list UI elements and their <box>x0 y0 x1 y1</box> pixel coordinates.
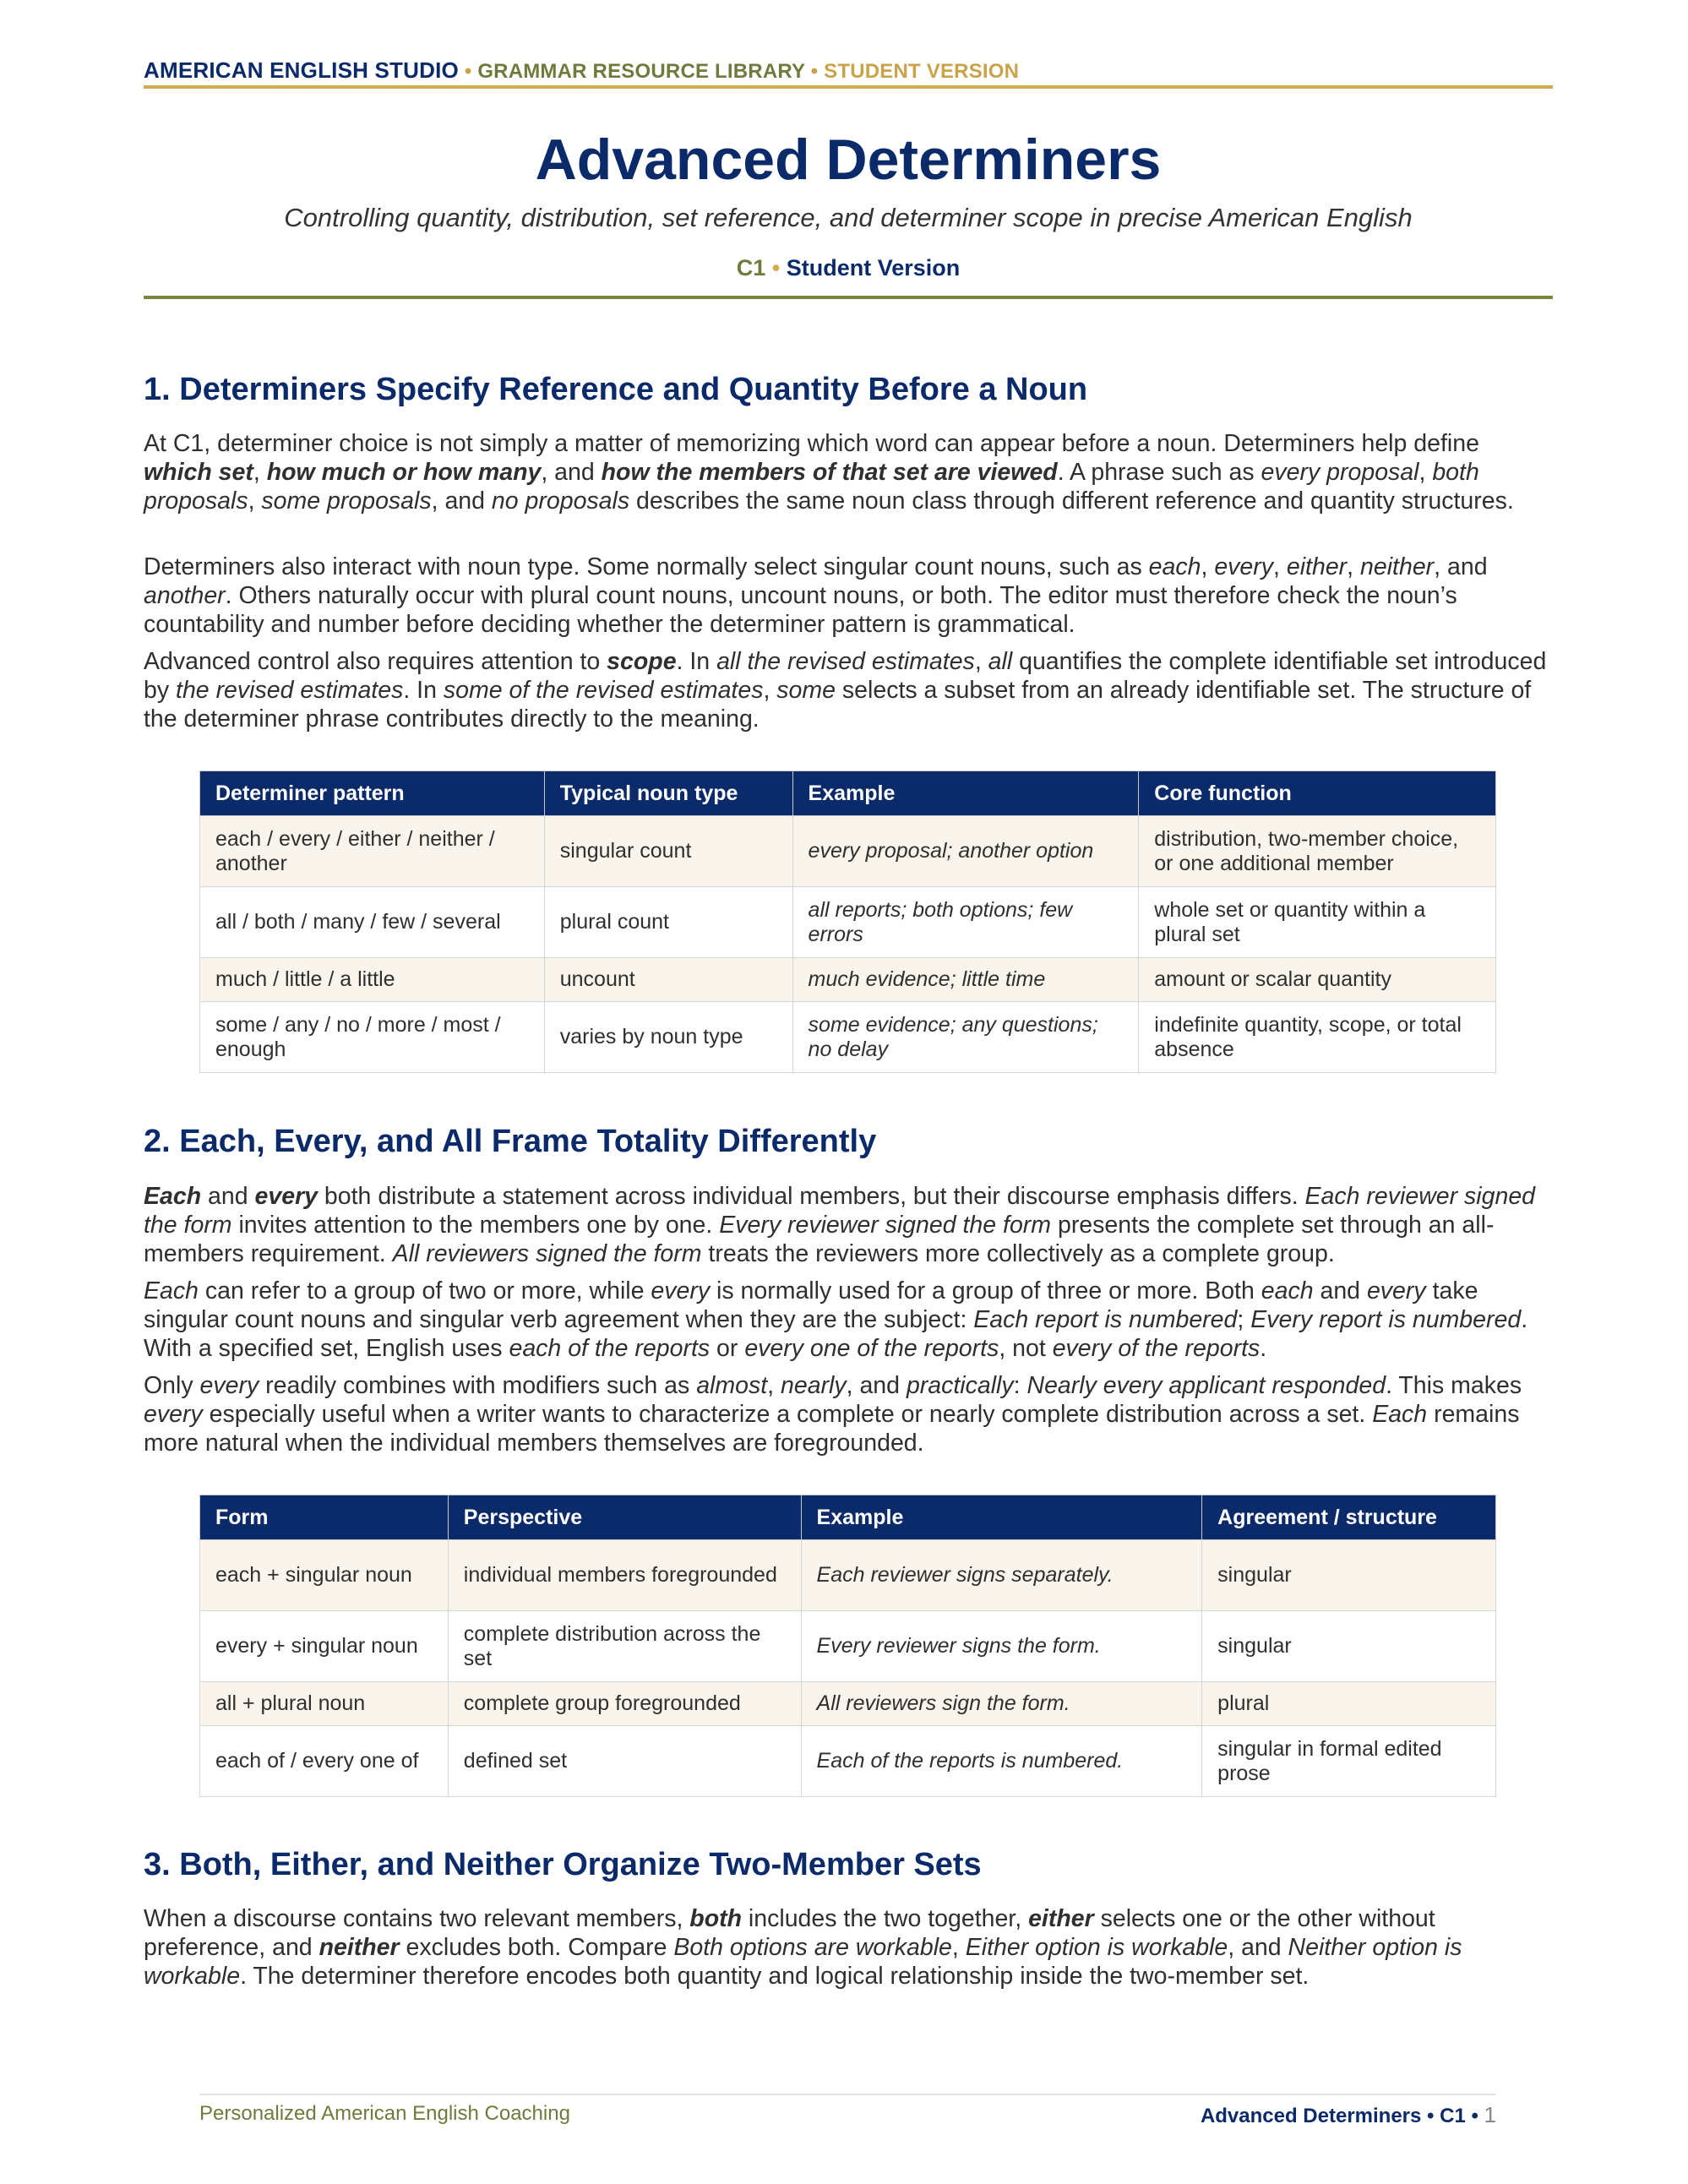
example-phrase: all the revised estimates <box>716 648 975 675</box>
example-phrase: every <box>199 1372 259 1399</box>
text-run: , and <box>1434 553 1488 580</box>
table-cell: each + singular noun <box>200 1540 449 1611</box>
totality-forms-table <box>199 1495 1496 1797</box>
text-run: excludes both. Compare <box>399 1934 674 1961</box>
example-phrase: neither <box>1360 553 1435 580</box>
example-phrase: Each <box>144 1277 199 1304</box>
table-cell: singular <box>1202 1540 1496 1611</box>
text-run: invites attention to the members one by one. <box>231 1212 720 1239</box>
text-run: treats the reviewers more collectively as a complete group. <box>701 1240 1335 1267</box>
table-cell: each / every / either / neither / another <box>200 816 545 887</box>
example-phrase: Each report is numbered <box>973 1306 1238 1333</box>
text-run: , <box>248 487 262 515</box>
example-phrase: every <box>1214 553 1274 580</box>
table-row <box>200 816 1496 887</box>
section-heading: 1. Determiners Specify Reference and Quantity Before a Noun <box>144 372 1088 407</box>
page-title: Advanced Determiners <box>535 128 1162 192</box>
text-run: : <box>1013 1372 1027 1399</box>
text-run: take singular count nouns and singular verb agreement when they are the subject: <box>144 1277 1478 1333</box>
column-header: Perspective <box>448 1495 801 1540</box>
table-header-row <box>200 771 1496 816</box>
table-cell: singular in formal edited prose <box>1202 1726 1496 1797</box>
text-run: . This makes <box>1386 1372 1522 1399</box>
example-phrase: Each reviewer signed the form <box>144 1183 1536 1239</box>
emphasis-term: neither <box>319 1934 400 1961</box>
column-header: Agreement / structure <box>1202 1495 1496 1540</box>
example-phrase: no proposals <box>491 487 630 515</box>
text-run: presents the complete set through an all-members requirement. <box>144 1212 1495 1267</box>
column-header: Typical noun type <box>544 771 792 816</box>
text-run: . A phrase such as <box>1057 459 1261 486</box>
page-number: 1 <box>1484 2102 1496 2127</box>
text-run: , <box>1201 553 1215 580</box>
text-run: describes the same noun class through different reference and quantity structures. <box>629 487 1514 515</box>
example-phrase: the revised estimates <box>176 677 404 704</box>
example-phrase: Neither option is workable <box>144 1934 1462 1990</box>
example-phrase: another <box>144 582 226 609</box>
header-separator: • <box>464 60 472 83</box>
text-run: . In <box>676 648 717 675</box>
text-run: Determiners also interact with noun type. Some normally select singular count nouns, such as <box>144 553 1149 580</box>
table-row <box>200 1726 1496 1797</box>
version-label: STUDENT VERSION <box>824 60 1020 83</box>
header-separator: • <box>810 60 819 83</box>
table-cell: each of / every one of <box>200 1726 449 1797</box>
example-phrase: every proposal <box>1261 459 1419 486</box>
table-row <box>200 1682 1496 1726</box>
emphasis-term: how the members of that set are viewed <box>601 459 1058 486</box>
text-run: selects one or the other without preference, and <box>144 1905 1435 1961</box>
table-cell: all reports; both options; few errors <box>792 887 1139 958</box>
paragraph <box>144 1277 1553 1363</box>
example-phrase: Each <box>1372 1401 1428 1428</box>
brand-name: AMERICAN ENGLISH STUDIO <box>144 57 459 83</box>
table-row <box>200 1611 1496 1682</box>
example-phrase: some of the revised estimates <box>443 677 764 704</box>
level-separator: • <box>771 255 781 280</box>
table-cell: Every reviewer signs the form. <box>801 1611 1202 1682</box>
example-phrase: some proposals <box>261 487 432 515</box>
text-run: , <box>1418 459 1433 486</box>
column-header: Form <box>200 1495 449 1540</box>
text-run: and <box>201 1183 255 1210</box>
example-phrase: Nearly every applicant responded <box>1026 1372 1386 1399</box>
table-cell: individual members foregrounded <box>448 1540 801 1611</box>
text-run: . In <box>403 677 444 704</box>
table-header-row <box>200 1495 1496 1540</box>
emphasis-term: both <box>689 1905 743 1932</box>
example-phrase: both proposals <box>144 459 1479 515</box>
emphasis-term: which set <box>144 459 253 486</box>
table-cell: much evidence; little time <box>792 958 1139 1002</box>
table-cell: complete distribution across the set <box>448 1611 801 1682</box>
text-run: especially useful when a writer wants to characterize a complete or nearly complete distribution across a set. <box>202 1401 1373 1428</box>
example-phrase: practically <box>906 1372 1014 1399</box>
example-phrase: each of the reports <box>509 1335 711 1362</box>
text-run: , <box>1347 553 1361 580</box>
text-run: At C1, determiner choice is not simply a matter of memorizing which word can appear before a noun. Determiners help define <box>144 430 1479 457</box>
example-phrase: Both options are workable <box>673 1934 952 1961</box>
example-phrase: every <box>1366 1277 1426 1304</box>
table-cell: some evidence; any questions; no delay <box>792 1002 1139 1073</box>
column-header: Example <box>801 1495 1202 1540</box>
text-run: and <box>1313 1277 1367 1304</box>
example-phrase: every <box>651 1277 711 1304</box>
text-run: selects a subset from an already identifiable set. The structure of the determiner phrase contributes directly to the meaning. <box>144 677 1532 733</box>
level-line <box>144 255 1553 281</box>
emphasis-term: how much or how many <box>266 459 542 486</box>
paragraph <box>144 647 1553 733</box>
table-cell: some / any / no / more / most / enough <box>200 1002 545 1073</box>
text-run: . Others naturally occur with plural count nouns, uncount nouns, or both. The editor must therefore check the noun’s countability and number before deciding whether the determiner pattern is grammatical. <box>144 582 1457 638</box>
title-rule <box>144 296 1553 299</box>
example-phrase: almost <box>696 1372 768 1399</box>
table-cell: uncount <box>544 958 792 1002</box>
text-run: , <box>1273 553 1287 580</box>
text-run: . With a specified set, English uses <box>144 1306 1528 1362</box>
text-run: remains more natural when the individual members themselves are foregrounded. <box>144 1401 1520 1457</box>
footer-doc-label: Advanced Determiners • C1 • <box>1200 2105 1478 2127</box>
example-phrase: All reviewers signed the form <box>392 1240 702 1267</box>
table-cell: plural <box>1202 1682 1496 1726</box>
text-run: both distribute a statement across individual members, but their discourse emphasis differs. <box>318 1183 1305 1210</box>
library-name: GRAMMAR RESOURCE LIBRARY <box>477 60 805 83</box>
example-phrase: each <box>1261 1277 1314 1304</box>
table-cell: all / both / many / few / several <box>200 887 545 958</box>
table-cell: defined set <box>448 1726 801 1797</box>
text-run: . The determiner therefore encodes both quantity and logical relationship inside the two-member set. <box>240 1963 1310 1990</box>
table-cell: every proposal; another option <box>792 816 1139 887</box>
text-run: When a discourse contains two relevant members, <box>144 1905 690 1932</box>
text-run: , <box>974 648 988 675</box>
footer-left: Personalized American English Coaching <box>199 2102 570 2125</box>
table-cell: indefinite quantity, scope, or total absence <box>1139 1002 1496 1073</box>
text-run: , and <box>541 459 602 486</box>
text-run: , not <box>999 1335 1053 1362</box>
paragraph <box>144 429 1553 515</box>
footer-right <box>1201 2102 1496 2128</box>
column-header: Determiner pattern <box>200 771 545 816</box>
table-cell: Each of the reports is numbered. <box>801 1726 1202 1797</box>
table-cell: varies by noun type <box>544 1002 792 1073</box>
table-row <box>200 958 1496 1002</box>
example-phrase: each <box>1148 553 1201 580</box>
page-subtitle: Controlling quantity, distribution, set reference, and determiner scope in precise American English <box>284 203 1413 232</box>
example-phrase: all <box>988 648 1013 675</box>
table-cell: much / little / a little <box>200 958 545 1002</box>
paragraph <box>144 1182 1553 1268</box>
table-cell: singular count <box>544 816 792 887</box>
text-run: Only <box>144 1372 200 1399</box>
table-cell: whole set or quantity within a plural set <box>1139 887 1496 958</box>
section-heading: 3. Both, Either, and Neither Organize Two-Member Sets <box>144 1847 982 1882</box>
header-rule <box>144 85 1553 89</box>
text-run: , <box>951 1934 966 1961</box>
section-heading: 2. Each, Every, and All Frame Totality Differently <box>144 1124 877 1159</box>
emphasis-term: every <box>254 1183 319 1210</box>
table-row <box>200 887 1496 958</box>
table-cell: every + singular noun <box>200 1611 449 1682</box>
table-cell: amount or scalar quantity <box>1139 958 1496 1002</box>
text-run: readily combines with modifiers such as <box>259 1372 697 1399</box>
text-run: Advanced control also requires attention to <box>144 648 607 675</box>
text-run: can refer to a group of two or more, while <box>198 1277 651 1304</box>
example-phrase: Either option is workable <box>965 1934 1228 1961</box>
text-run: , and <box>431 487 492 515</box>
table-cell: All reviewers sign the form. <box>801 1682 1202 1726</box>
paragraph <box>144 1904 1553 1991</box>
example-phrase: some <box>776 677 836 704</box>
example-phrase: every one of the reports <box>744 1335 999 1362</box>
level-label: Student Version <box>786 255 961 280</box>
table-cell: plural count <box>544 887 792 958</box>
column-header: Core function <box>1139 771 1496 816</box>
table-cell: all + plural noun <box>200 1682 449 1726</box>
text-run: , and <box>846 1372 907 1399</box>
paragraph <box>144 553 1553 639</box>
table-cell: singular <box>1202 1611 1496 1682</box>
text-run: quantifies the complete identifiable set introduced by <box>144 648 1547 704</box>
text-run: , and <box>1228 1934 1288 1961</box>
emphasis-term: either <box>1028 1905 1094 1932</box>
text-run: includes the two together, <box>742 1905 1029 1932</box>
example-phrase: every <box>144 1401 203 1428</box>
example-phrase: every of the reports <box>1052 1335 1261 1362</box>
example-phrase: either <box>1286 553 1348 580</box>
text-run: or <box>710 1335 745 1362</box>
table-cell: distribution, two-member choice, or one additional member <box>1139 816 1496 887</box>
column-header: Example <box>792 771 1139 816</box>
example-phrase: Every report is numbered <box>1250 1306 1522 1333</box>
table-row <box>200 1540 1496 1611</box>
paragraph <box>144 1371 1553 1457</box>
example-phrase: Every reviewer signed the form <box>719 1212 1052 1239</box>
library-header <box>144 57 1553 84</box>
text-run: ; <box>1237 1306 1251 1333</box>
text-run: , <box>253 459 267 486</box>
table-cell: Each reviewer signs separately. <box>801 1540 1202 1611</box>
footer-rule <box>199 2094 1496 2095</box>
level-code: C1 <box>736 255 766 280</box>
text-run: , <box>763 677 777 704</box>
text-run: , <box>767 1372 781 1399</box>
text-run: . <box>1260 1335 1267 1362</box>
emphasis-term: Each <box>144 1183 202 1210</box>
example-phrase: nearly <box>781 1372 847 1399</box>
text-run: is normally used for a group of three or more. Both <box>710 1277 1261 1304</box>
determiner-patterns-table <box>199 771 1496 1073</box>
table-cell: complete group foregrounded <box>448 1682 801 1726</box>
emphasis-term: scope <box>607 648 677 675</box>
table-row <box>200 1002 1496 1073</box>
